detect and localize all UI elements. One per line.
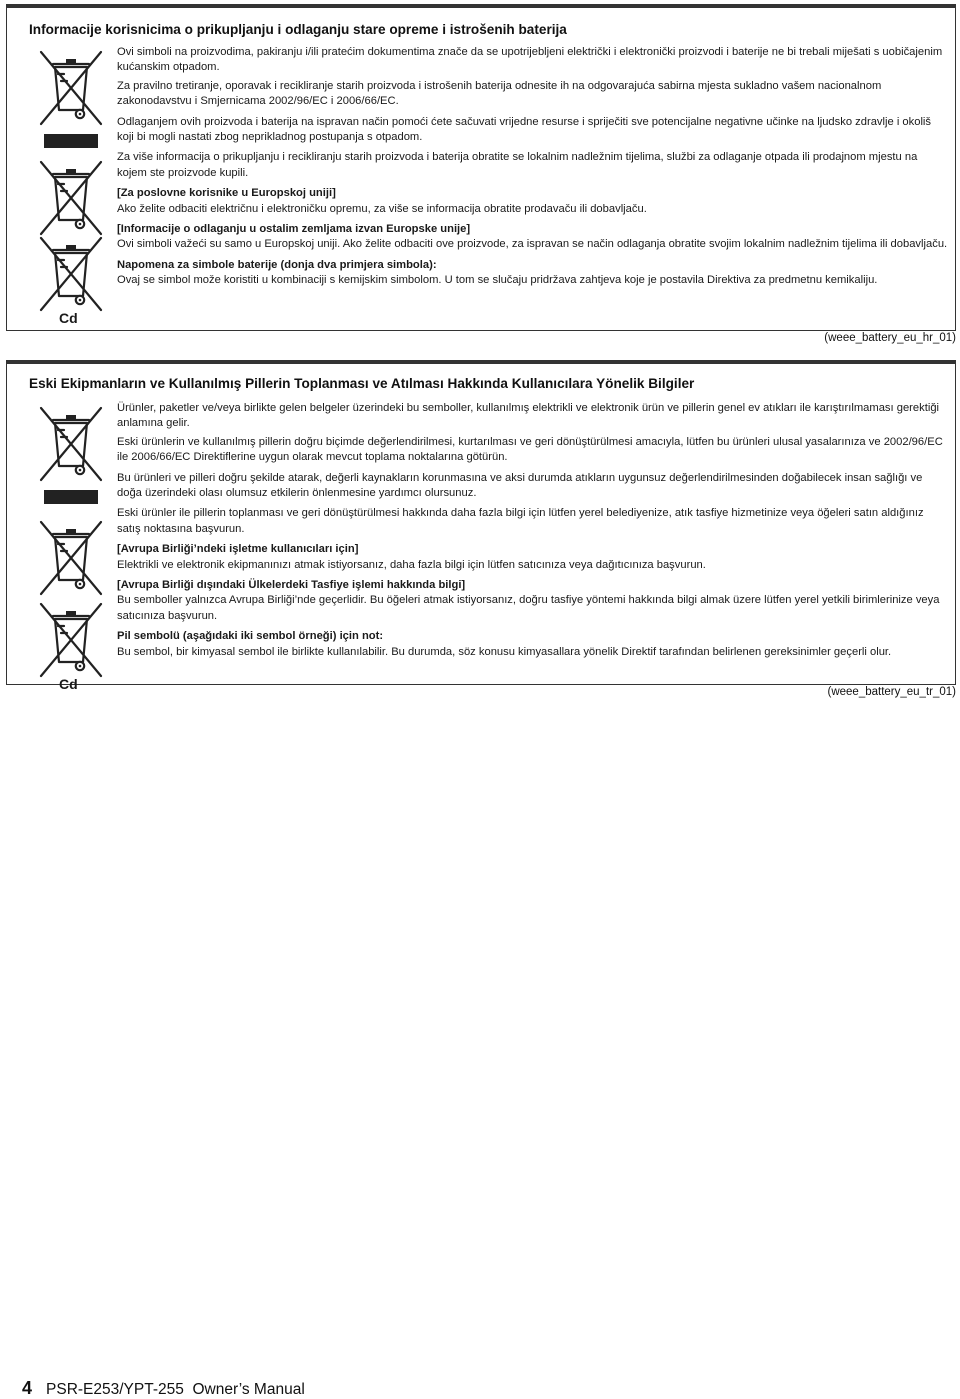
hr-document-code: (weee_battery_eu_hr_01) bbox=[824, 332, 956, 344]
crossed-out-wheeled-bin-icon bbox=[33, 404, 109, 484]
business-block bbox=[117, 186, 949, 217]
page-number: 4 bbox=[22, 1378, 33, 1398]
solid-bar-icon bbox=[44, 490, 98, 504]
paragraph: Odlaganjem ovih proizvoda i baterija na ispravan način pomoći ćete sačuvati vrijedne resurse i spriječiti sve potencijalne negativne učinke na ljudsko zdravlje i okoliš koji bi mogli nastati zbog neprikladnog postupanja s otpadom. bbox=[117, 115, 932, 144]
battery-note-text: Ovaj se simbol može koristiti u kombinaciji s kemijskim simbolom. U tom se slučaju pridržava zahtjeva koje je postavila Direktiva za predmetnu kemikaliju. bbox=[117, 274, 878, 287]
manual-title: PSR-E253/YPT-255 Owner’s Manual bbox=[46, 1381, 305, 1398]
hr-body-text bbox=[117, 45, 949, 292]
battery-note-block bbox=[117, 258, 949, 289]
tr-symbol-column bbox=[33, 404, 103, 692]
battery-note-heading: Pil sembolü (aşağıdaki iki sembol örneği) için not: bbox=[117, 630, 384, 643]
hr-symbol-column bbox=[33, 48, 103, 326]
paragraph: Ürünler, paketler ve/veya birlikte gelen belgeler üzerindeki bu semboller, kullanılmış elektrikli ve elektronik ürün ve pillerin genel ev atıkları ile karıştırılmaması gerektiği anlamına gelir. bbox=[117, 402, 940, 430]
outside-eu-heading: [Informacije o odlaganju u ostalim zemljama izvan Europske unije] bbox=[117, 223, 471, 236]
outside-eu-text: Bu semboller yalnızca Avrupa Birliği’nde geçerlidir. Bu öğeleri atmak istiyorsanız, doğru tasfiye yöntemi hakkında bilgi almak üzere lütfen yerel yetkili birimlerinize veya satıcınıza başvurun. bbox=[117, 594, 940, 622]
business-heading: [Avrupa Birliği’ndeki işletme kullanıcıları için] bbox=[117, 543, 359, 556]
business-block bbox=[117, 542, 949, 573]
business-text: Ako želite odbaciti električnu i elektroničku opremu, za više se informacija obratite prodavaču ili dobavljaču. bbox=[117, 202, 647, 215]
business-text: Elektrikli ve elektronik ekipmanınızı atmak istiyorsanız, daha fazla bilgi için lütfen satıcınıza veya dağıtıcınıza başvurun. bbox=[117, 558, 706, 571]
hr-section bbox=[6, 4, 956, 331]
outside-eu-heading: [Avrupa Birliği dışındaki Ülkelerdeki Tasfiye işlemi hakkında bilgi] bbox=[117, 579, 466, 592]
paragraph: Za pravilno tretiranje, oporavak i recikliranje starih proizvoda i istrošenih baterija odnesite ih na odgovarajuća sabirna mjesta sukladno vašem nacionalnom zakonodavstvu i Smjernicama 2002/96/EC i 2006/66/EC. bbox=[117, 79, 882, 108]
solid-bar-icon bbox=[44, 134, 98, 148]
battery-note-text: Bu sembol, bir kimyasal sembol ile birlikte kullanılabilir. Bu durumda, söz konusu kimyasallara yönelik Direktif tarafından belirlenen gereksinimler geçerli olur. bbox=[117, 645, 892, 658]
paragraph: Bu ürünleri ve pilleri doğru şekilde atarak, değerli kaynakların korunmasına ve aksi durumda atıkların uygunsuz değerlendirilmesinden doğabilecek insan sağlığı ve doğa üzerindeki olası olumsuz etkilerin önlenmesine yardımcı olursunuz. bbox=[117, 471, 923, 500]
cadmium-symbol: Cd bbox=[59, 310, 78, 326]
outside-eu-text: Ovi simboli važeći su samo u Europskoj uniji. Ako želite odbaciti ove proizvode, za ispravan se način odlaganja obratite svojim lokalnim nadležnim tijelima ili dobavljaču. bbox=[117, 238, 948, 251]
crossed-out-wheeled-bin-icon bbox=[33, 158, 109, 238]
paragraph: Za više informacija o prikupljanju i recikliranju starih proizvoda i baterija obratite se lokalnim nadležnim tijelima, službi za odlaganje otpada ili prodajnom mjestu na kojem ste proizvode kupili. bbox=[117, 151, 918, 179]
page-footer bbox=[22, 1378, 305, 1399]
paragraph: Eski ürünlerin ve kullanılmış pillerin doğru biçimde değerlendirilmesi, kurtarılması ve geri dönüştürülmesi amacıyla, lütfen bu ürünleri ulusal yasalarınıza ve 2002/96/EC ile 2006/66/EC Direktiflerine uygun olarak mevcut toplama noktalarına götürün. bbox=[117, 435, 943, 464]
tr-body-text bbox=[117, 401, 949, 663]
battery-note-heading: Napomena za simbole baterije (donja dva primjera simbola): bbox=[117, 258, 437, 271]
paragraph: Ovi simboli na proizvodima, pakiranju i/ili pratećim dokumentima znače da se upotrijebljeni električki i elektronički proizvodi i baterije ne bi trebali miješati s uobičajenim kućanskim otpadom. bbox=[117, 46, 943, 74]
crossed-out-wheeled-bin-icon bbox=[33, 234, 109, 314]
battery-note-block bbox=[117, 629, 949, 660]
paragraph: Eski ürünler ile pillerin toplanması ve geri dönüştürülmesi hakkında daha fazla bilgi için lütfen yerel belediyenize, atık tasfiye hizmetinize veya öğeleri satın aldığınız satış noktasına başvurun. bbox=[117, 507, 924, 535]
outside-eu-block bbox=[117, 222, 949, 253]
tr-document-code: (weee_battery_eu_tr_01) bbox=[827, 686, 956, 698]
cadmium-symbol: Cd bbox=[59, 676, 78, 692]
crossed-out-wheeled-bin-icon bbox=[33, 48, 109, 128]
crossed-out-wheeled-bin-icon bbox=[33, 518, 109, 598]
outside-eu-block bbox=[117, 578, 949, 624]
tr-section-title: Eski Ekipmanların ve Kullanılmış Pillerin Toplanması ve Atılması Hakkında Kullanıcılara Yönelik Bilgiler bbox=[29, 376, 695, 391]
business-heading: [Za poslovne korisnike u Europskoj uniji] bbox=[117, 187, 336, 200]
crossed-out-wheeled-bin-icon bbox=[33, 600, 109, 680]
hr-section-title: Informacije korisnicima o prikupljanju i odlaganju stare opreme i istrošenih baterija bbox=[29, 22, 567, 37]
